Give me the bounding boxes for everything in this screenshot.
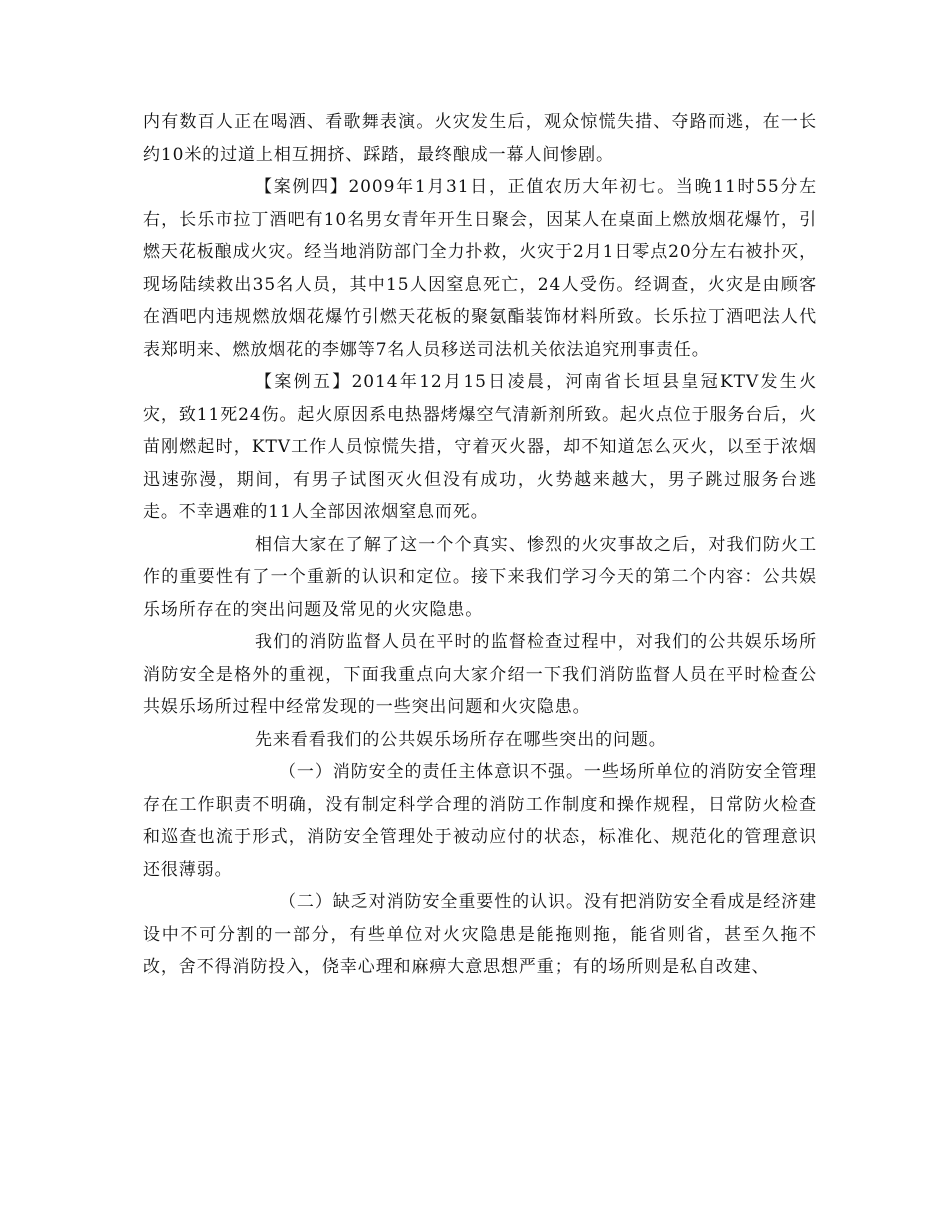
paragraph-inspection-intro: 我们的消防监督人员在平时的监督检查过程中，对我们的公共娱乐场所消防安全是格外的重视，下面我重点向大家介绍一下我们消防监督人员在平时检查公共娱乐场所过程中经常发现的一些突出问题和火灾隐患。 — [143, 632, 817, 717]
paragraph-item-one: （一）消防安全的责任主体意识不强。一些场所单位的消防安全管理存在工作职责不明确，没有制定科学合理的消防工作制度和操作规程，日常防火检查和巡查也流于形式，消防安全管理处于被动应付的状态，标准化、规范化的管理意识还很薄弱。 — [143, 762, 817, 880]
document-body — [143, 106, 817, 984]
paragraph-case-four: 【案例四】2009年1月31日，正值农历大年初七。当晚11时55分左右，长乐市拉丁酒吧有10名男女青年开生日聚会，因某人在桌面上燃放烟花爆竹，引燃天花板酿成火灾。经当地消防部门全力扑救，火灾于2月1日零点20分左右被扑灭，现场陆续救出35名人员，其中15人因窒息死亡，24人受伤。经调查，火灾是由顾客在酒吧内违规燃放烟花爆竹引燃天花板的聚氨酯装饰材料所致。长乐拉丁酒吧法人代表郑明来、燃放烟花的李娜等7名人员移送司法机关依法追究刑事责任。 — [143, 177, 817, 360]
paragraph-transition: 相信大家在了解了这一个个真实、惨烈的火灾事故之后，对我们防火工作的重要性有了一个重新的认识和定位。接下来我们学习今天的第二个内容：公共娱乐场所存在的突出问题及常见的火灾隐患。 — [143, 534, 817, 620]
paragraph-continuation: 内有数百人正在喝酒、看歌舞表演。火灾发生后，观众惊慌失措、夺路而逃，在一长约10米的过道上相互拥挤、踩踏，最终酿成一幕人间惨剧。 — [143, 112, 817, 165]
paragraph-item-two: （二）缺乏对消防安全重要性的认识。没有把消防安全看成是经济建设中不可分割的一部分，有些单位对火灾隐患是能拖则拖，能省则省，甚至久拖不改，舍不得消防投入，侥幸心理和麻痹大意思想严重；有的场所则是私自改建、 — [143, 892, 817, 977]
paragraph-case-five: 【案例五】2014年12月15日凌晨，河南省长垣县皇冠KTV发生火灾，致11死24伤。起火原因系电热器烤爆空气清新剂所致。起火点位于服务台后，火苗刚燃起时，KTV工作人员惊慌失措，守着灭火器，却不知道怎么灭火，以至于浓烟迅速弥漫，期间，有男子试图灭火但没有成功，火势越来越大，男子跳过服务台逃走。不幸遇难的11人全部因浓烟窒息而死。 — [143, 372, 817, 522]
paragraph-problems-lead: 先来看看我们的公共娱乐场所存在哪些突出的问题。 — [255, 729, 667, 750]
